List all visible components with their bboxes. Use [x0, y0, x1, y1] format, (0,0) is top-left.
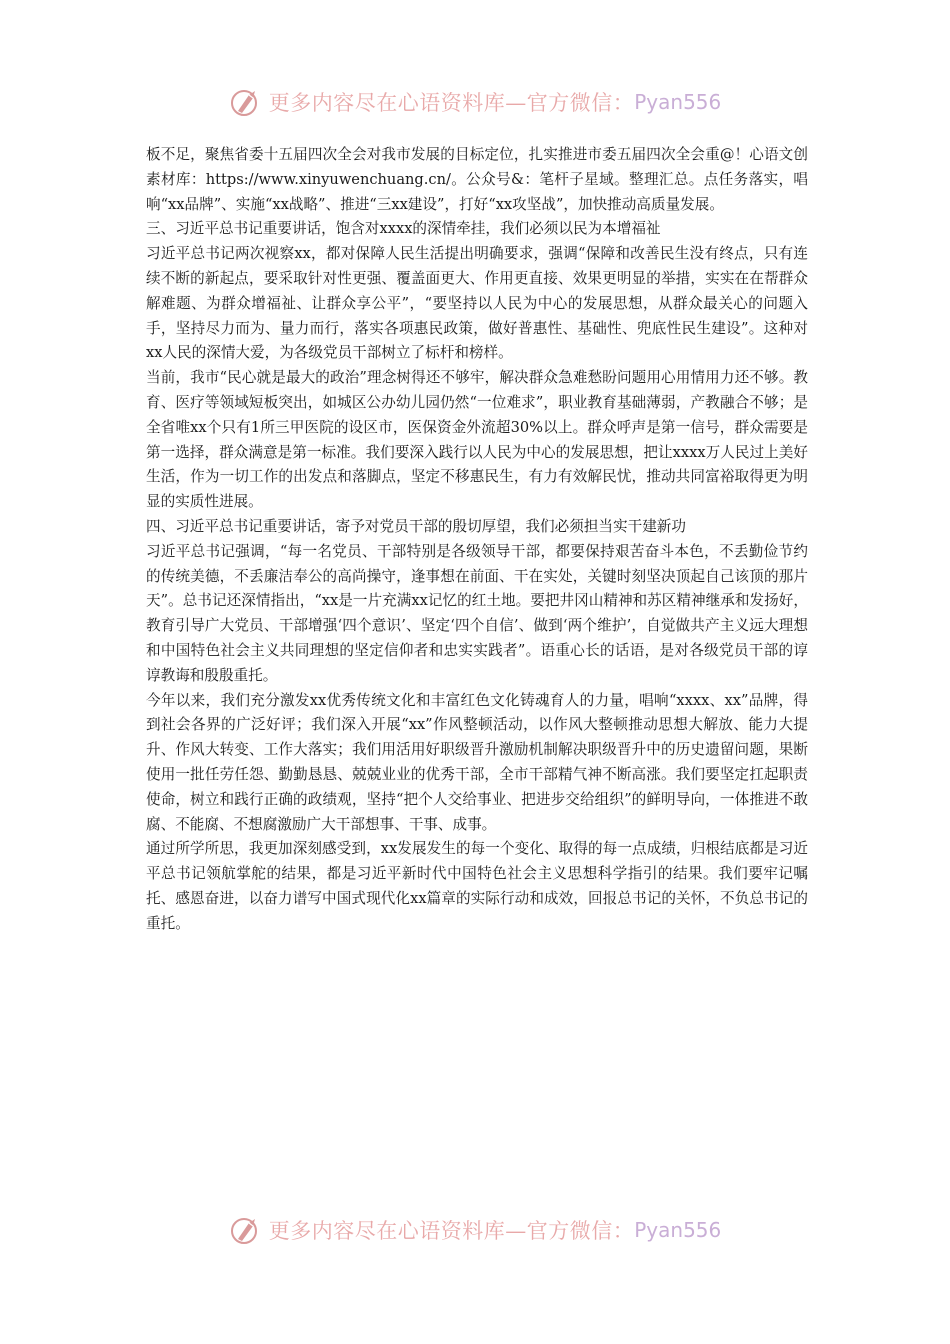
banner-wechat-id: Pyan556 — [634, 1218, 722, 1242]
banner-text: 更多内容尽在心语资料库—官方微信： — [268, 91, 635, 115]
pen-nib-logo-icon — [229, 1213, 263, 1247]
footer-watermark-banner — [0, 1210, 950, 1250]
paragraph: 板不足，聚焦省委十五届四次全会对我市发展的目标定位，扎实推进市委五届四次全会重@！心语文创素材库：https://www.xinyuwenchuang.cn/。公众号&：笔杆子星域。整理汇总。点任务落实，唱响“xx品牌”、实施“xx战略”、推进“三xx建设”，打好“xx攻坚战”，加快推动高质量发展。 — [146, 146, 808, 213]
paragraph: 习近平总书记强调，“每一名党员、干部特别是各级领导干部，都要保持艰苦奋斗本色，不丢勤俭节约的传统美德，不丢廉洁奉公的高尚操守，逢事想在前面、干在实处，关键时刻坚决顶起自己该顶的那片天”。总书记还深情指出，“xx是一片充满xx记忆的红土地。要把井冈山精神和苏区精神继承和发扬好，教育引导广大党员、干部增强‘四个意识’、坚定‘四个自信’、做到‘两个维护’，自觉做共产主义远大理想和中国特色社会主义共同理想的坚定信仰者和忠实实践者”。语重心长的话语，是对各级党员干部的谆谆教诲和殷殷重托。 — [146, 542, 808, 684]
pen-nib-logo-icon — [229, 85, 263, 119]
paragraph: 通过所学所思，我更加深刻感受到，xx发展发生的每一个变化、取得的每一点成绩，归根结底都是习近平总书记领航掌舵的结果，都是习近平新时代中国特色社会主义思想科学指引的结果。我们要牢记嘱托、感恩奋进，以奋力谱写中国式现代化xx篇章的实际行动和成效，回报总书记的关怀，不负总书记的重托。 — [146, 840, 808, 932]
document-body — [146, 143, 808, 937]
paragraph: 习近平总书记两次视察xx，都对保障人民生活提出明确要求，强调“保障和改善民生没有终点，只有连续不断的新起点，要采取针对性更强、覆盖面更大、作用更直接、效果更明显的举措，实实在在帮群众解难题、为群众增福祉、让群众享公平”，“要坚持以人民为中心的发展思想，从群众最关心的问题入手，坚持尽力而为、量力而行，落实各项惠民政策，做好普惠性、基础性、兜底性民生建设”。这种对xx人民的深情大爱，为各级党员干部树立了标杆和榜样。 — [146, 245, 808, 362]
paragraph: 当前，我市“民心就是最大的政治”理念树得还不够牢，解决群众急难愁盼问题用心用情用力还不够。教育、医疗等领域短板突出，如城区公办幼儿园仍然“一位难求”，职业教育基础薄弱，产教融合不够；是全省唯xx个只有1所三甲医院的设区市，医保资金外流超30%以上。群众呼声是第一信号，群众需要是第一选择，群众满意是第一标准。我们要深入践行以人民为中心的发展思想，把让xxxx万人民过上美好生活，作为一切工作的出发点和落脚点，坚定不移惠民生，有力有效解民忧，推动共同富裕取得更为明显的实质性进展。 — [146, 369, 808, 511]
section-heading: 四、习近平总书记重要讲话，寄予对党员干部的殷切厚望，我们必须担当实干建新功 — [146, 517, 686, 535]
section-heading: 三、习近平总书记重要讲话，饱含对xxxx的深情牵挂，我们必须以民为本增福祉 — [146, 220, 661, 238]
banner-wechat-id: Pyan556 — [634, 90, 722, 114]
paragraph: 今年以来，我们充分激发xx优秀传统文化和丰富红色文化铸魂育人的力量，唱响“xxxx、xx”品牌，得到社会各界的广泛好评；我们深入开展“xx”作风整顿活动，以作风大整顿推动思想大解放、能力大提升、作风大转变、工作大落实；我们用活用好职级晋升激励机制解决职级晋升中的历史遗留问题，果断使用一批任劳任怨、勤勤恳恳、兢兢业业的优秀干部，全市干部精气神不断高涨。我们要坚定扛起职责使命，树立和践行正确的政绩观，坚持“把个人交给事业、把进步交给组织”的鲜明导向，一体推进不敢腐、不能腐、不想腐激励广大干部想事、干事、成事。 — [146, 691, 808, 833]
header-watermark-banner — [0, 82, 950, 122]
banner-text: 更多内容尽在心语资料库—官方微信： — [268, 1219, 635, 1243]
